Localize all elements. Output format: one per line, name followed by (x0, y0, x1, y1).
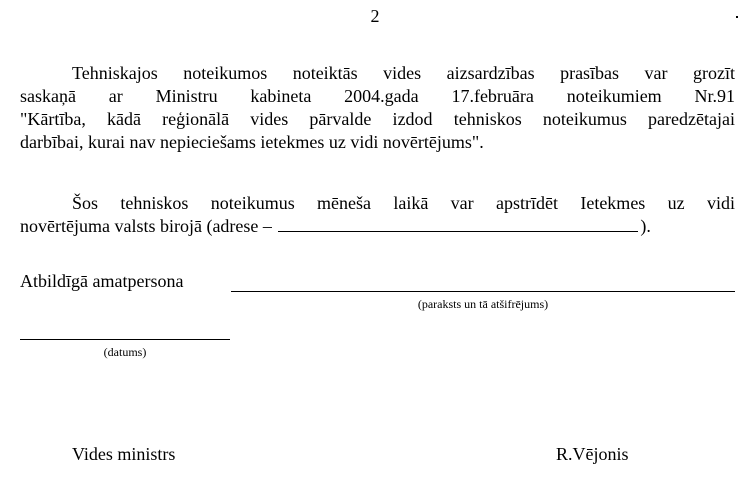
date-blank-line (20, 339, 230, 340)
scan-dot (736, 16, 738, 18)
paragraph-amendment (20, 62, 735, 154)
paragraph1-line2: saskaņā ar Ministru kabineta 2004.gada 17.februāra noteikumiem Nr.91 (20, 86, 735, 106)
date-caption: (datums) (103, 345, 147, 359)
paragraph1-line3: "Kārtība, kādā reģionālā vides pārvalde izdod tehniskos noteikumus paredzētajai (20, 109, 735, 129)
minister-title: Vides ministrs (72, 444, 176, 464)
minister-name: R.Vējonis (556, 444, 629, 464)
address-label: novērtējuma valsts birojā (adrese – (20, 216, 272, 236)
paragraph-appeal (20, 192, 735, 238)
signature-caption: (paraksts un tā atšifrējums) (417, 297, 549, 311)
paragraph2-line1: Šos tehniskos noteikumus mēneša laikā var apstrīdēt Ietekmes uz vidi (72, 193, 735, 213)
paragraph2-line2 (20, 215, 735, 238)
address-close: ). (640, 216, 651, 236)
paragraph1-line1: Tehniskajos noteikumos noteiktās vides aizsardzības prasības var grozīt (72, 63, 735, 83)
page-number: 2 (370, 6, 380, 26)
paragraph1-line4: darbībai, kurai nav nepieciešams ietekmes uz vidi novērtējums". (20, 132, 484, 152)
signature-blank-line (231, 291, 735, 292)
address-blank (278, 215, 638, 232)
responsible-label: Atbildīgā amatpersona (20, 271, 184, 291)
